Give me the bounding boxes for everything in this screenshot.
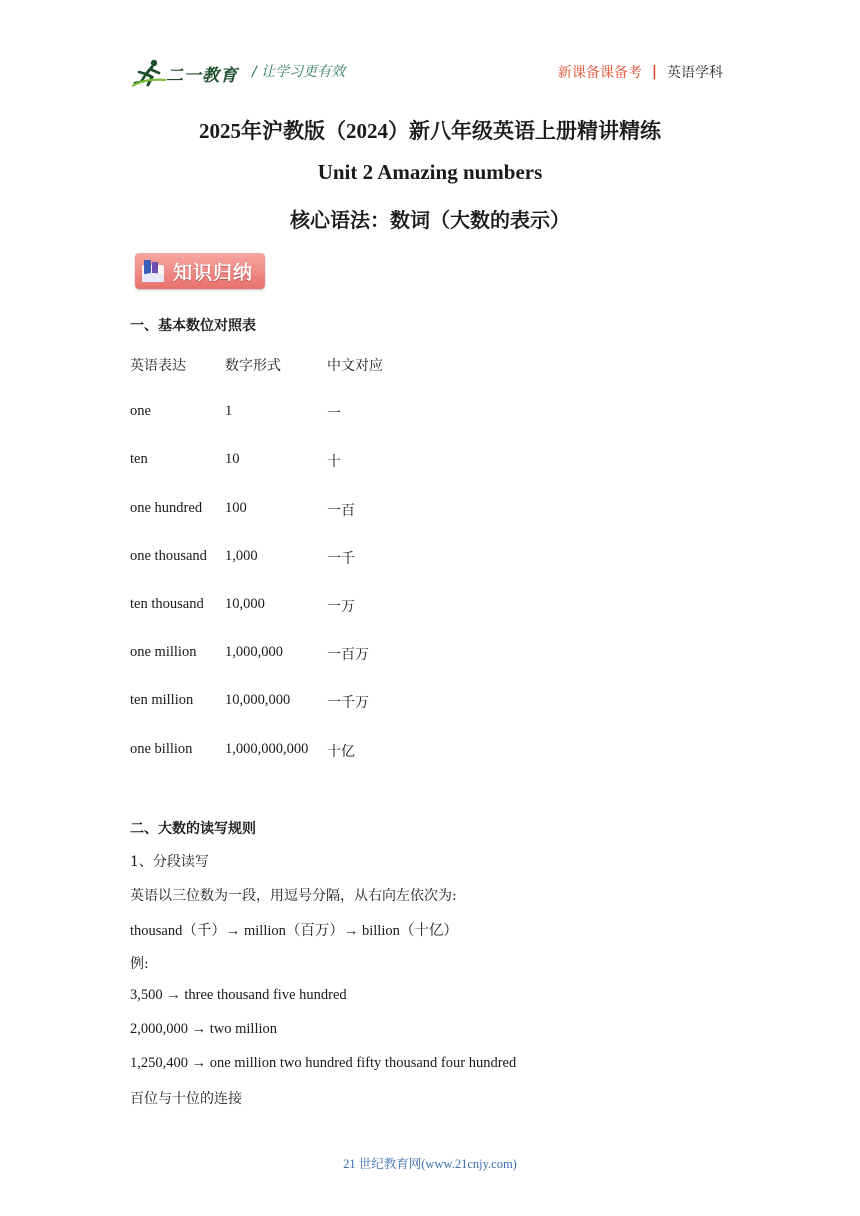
table-header-row [130, 355, 530, 403]
table-row [130, 500, 530, 548]
table-row [130, 596, 530, 644]
english-cell: one million [130, 644, 197, 661]
book-icon [139, 257, 167, 285]
header-subject-label: 英语学科 [667, 65, 723, 81]
body-paragraph: 英语以三位数为一段，用逗号分隔，从右向左依次为: [130, 888, 457, 904]
number-cell: 100 [225, 499, 247, 516]
subheading-hundreds-tens: 百位与十位的连接 [130, 1091, 242, 1107]
section1-heading: 一、基本数位对照表 [130, 318, 256, 334]
chinese-cell: 一千 [327, 550, 355, 567]
number-cell: 1,000,000 [225, 644, 283, 661]
table-row [130, 403, 530, 451]
page-header [0, 0, 860, 100]
number-cell: 1,000 [225, 547, 258, 564]
chinese-cell: 一百万 [327, 647, 369, 664]
number-cell: 10,000 [225, 595, 265, 612]
number-cell: 10 [225, 451, 240, 468]
runner-logo-icon [132, 58, 166, 88]
chinese-cell: 一千万 [327, 695, 369, 712]
english-cell: one thousand [130, 547, 207, 564]
chinese-cell: 一百 [327, 502, 355, 519]
footer-link[interactable]: 21 世纪教育网(www.21cnjy.com) [343, 1157, 517, 1171]
chinese-cell: 一 [327, 406, 341, 423]
number-cell: 10,000,000 [225, 692, 291, 709]
chinese-cell: 十 [327, 454, 341, 471]
english-cell: one [130, 403, 151, 420]
chinese-cell: 一万 [327, 598, 355, 615]
knowledge-badge [135, 253, 265, 289]
english-cell: ten thousand [130, 595, 204, 612]
brand-logo[interactable] [132, 58, 252, 88]
badge-label: 知识归纳 [173, 262, 254, 284]
english-cell: one billion [130, 740, 193, 757]
example-line: 3,500 → three thousand five hundred [130, 987, 347, 1003]
example-label: 例: [130, 956, 149, 972]
number-cell: 1,000,000,000 [225, 740, 309, 757]
number-place-table [130, 355, 530, 789]
header-course-label: 新课备课备考 [557, 65, 642, 81]
column-header: 中文对应 [327, 358, 383, 374]
english-cell: ten million [130, 692, 194, 709]
doc-title: 2025年沪教版（2024）新八年级英语上册精讲精练 [199, 119, 661, 143]
table-row [130, 548, 530, 596]
example-line: 2,000,000 → two million [130, 1021, 278, 1037]
number-cell: 1 [225, 403, 233, 420]
chinese-cell: 十亿 [327, 743, 355, 760]
english-cell: one hundred [130, 499, 203, 516]
slogan: / 让学习更有效 [252, 64, 346, 80]
grammar-title: 核心语法：数词（大数的表示） [290, 208, 570, 232]
table-row [130, 644, 530, 692]
section2-heading: 二、大数的读写规则 [130, 821, 256, 837]
table-row [130, 741, 530, 789]
english-cell: ten [130, 451, 148, 468]
unit-title: Unit 2 Amazing numbers [317, 160, 543, 184]
column-header: 数字形式 [225, 358, 281, 374]
table-row [130, 692, 530, 740]
body-paragraph: thousand（千）→ million（百万）→ billion（十亿） [130, 923, 458, 939]
column-header: 英语表达 [130, 358, 186, 374]
subheading-segmented-reading: 1、分段读写 [130, 854, 209, 870]
header-divider: | [651, 64, 657, 80]
table-row [130, 451, 530, 499]
logo-text: 二一教育 [166, 66, 238, 86]
example-line: 1,250,400 → one million two hundred fifty thousand four hundred [130, 1055, 517, 1071]
header-subject [558, 62, 723, 82]
